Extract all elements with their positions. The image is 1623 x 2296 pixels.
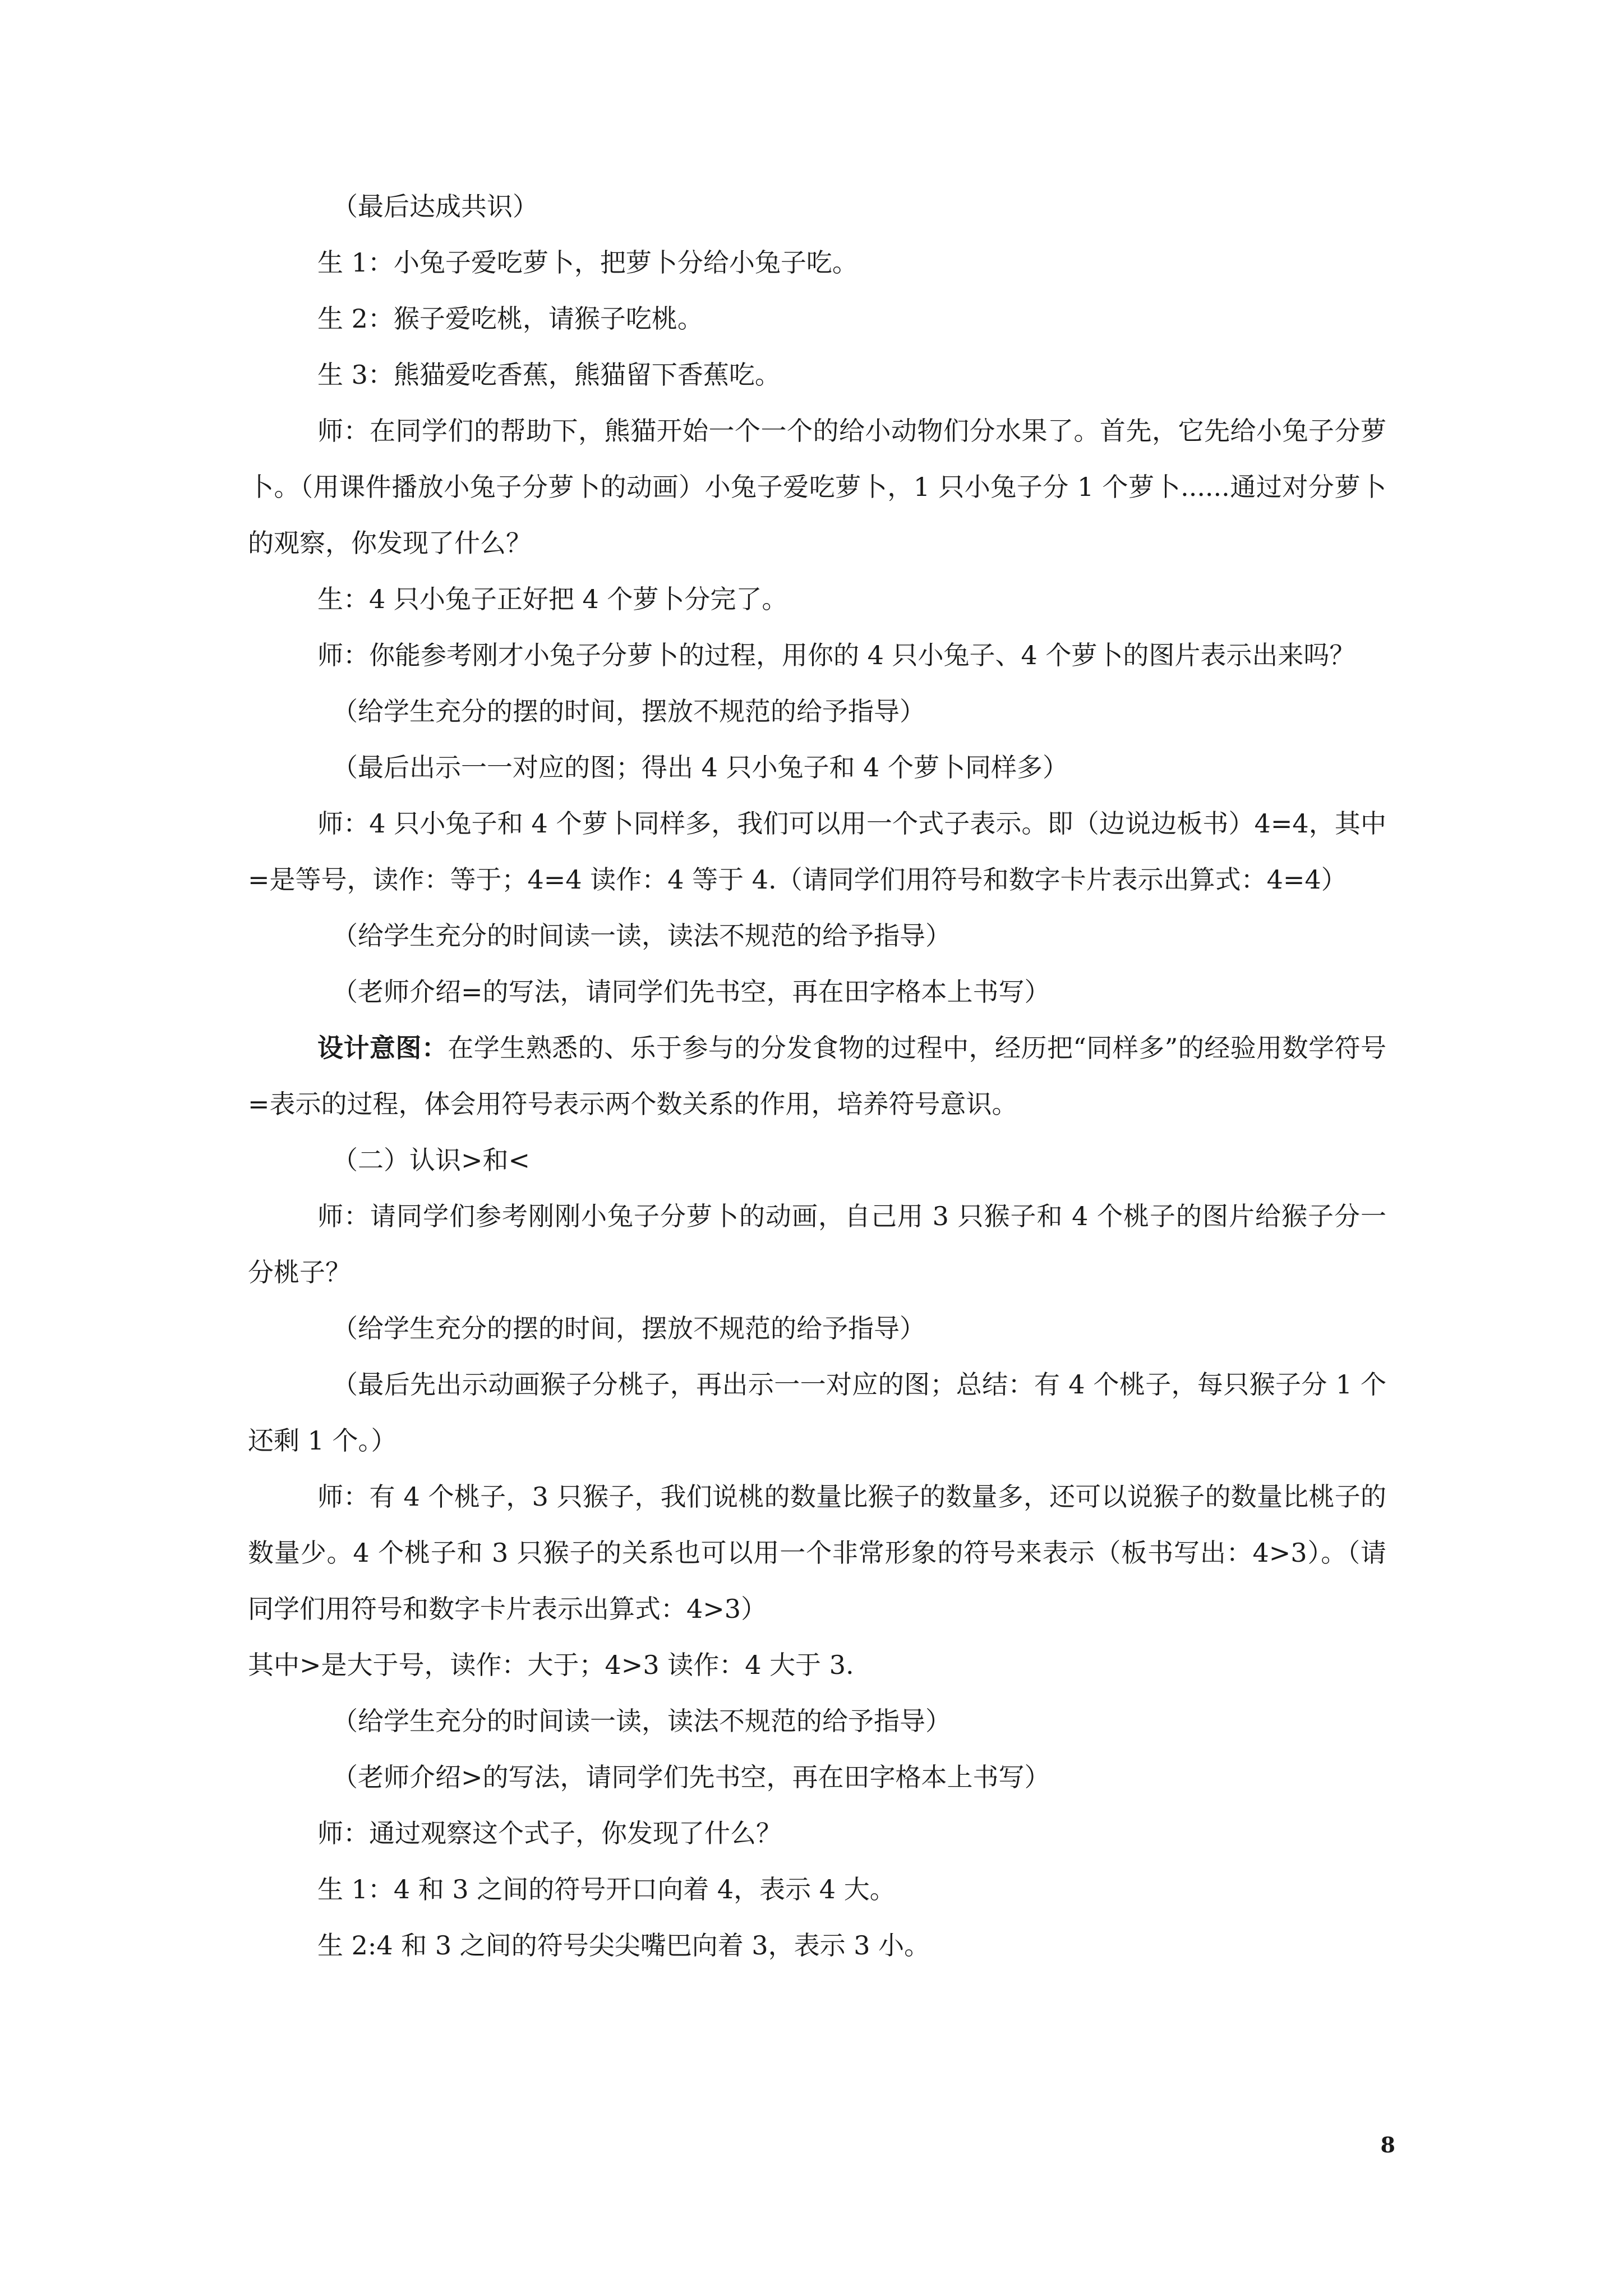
paragraph-text: （老师介绍>的写法，请同学们先书空，再在田字格本上书写） (332, 1762, 1050, 1792)
paragraph (248, 1132, 1386, 1188)
paragraph-text: 生 2:4 和 3 之间的符号尖尖嘴巴向着 3，表示 3 小。 (317, 1930, 930, 1961)
paragraph (248, 1300, 1386, 1356)
paragraph-text: （老师介绍=的写法，请同学们先书空，再在田字格本上书写） (332, 977, 1050, 1007)
paragraph-text: 生 2：猴子爱吃桃，请猴子吃桃。 (317, 303, 703, 334)
paragraph-text: （给学生充分的时间读一读，读法不规范的给予指导） (332, 921, 951, 951)
paragraph-text: （最后出示一一对应的图；得出 4 只小兔子和 4 个萝卜同样多） (332, 752, 1069, 783)
paragraph-text: 生 3：熊猫爱吃香蕉，熊猫留下香蕉吃。 (317, 360, 781, 390)
paragraph (248, 908, 1386, 964)
paragraph (248, 739, 1386, 795)
paragraph (248, 683, 1386, 739)
paragraph (248, 178, 1386, 234)
paragraph (248, 1917, 1386, 1973)
paragraph (248, 1637, 1386, 1693)
paragraph (248, 1469, 1386, 1637)
paragraph-text: 生 1：4 和 3 之间的符号开口向着 4，表示 4 大。 (317, 1874, 896, 1904)
paragraph-text: 其中>是大于号，读作：大于；4>3 读作：4 大于 3. (248, 1650, 854, 1680)
paragraph-text: （给学生充分的摆的时间，摆放不规范的给予指导） (332, 1313, 925, 1343)
paragraph (248, 234, 1386, 291)
paragraph-text: 师：4 只小兔子和 4 个萝卜同样多，我们可以用一个式子表示。即（边说边板书）4=4，其中=是等号，读作：等于；4=4 读作：4 等于 4.（请同学们用符号和数字卡片表示出算式：4=4） (248, 808, 1386, 895)
paragraph (248, 964, 1386, 1020)
paragraph (248, 627, 1386, 683)
body-text (248, 178, 1386, 1973)
paragraph-text: （最后先出示动画猴子分桃子，再出示一一对应的图；总结：有 4 个桃子，每只猴子分 1 个还剩 1 个。） (248, 1369, 1386, 1456)
paragraph-text: （给学生充分的时间读一读，读法不规范的给予指导） (332, 1706, 951, 1736)
paragraph-text: 师：有 4 个桃子，3 只猴子，我们说桃的数量比猴子的数量多，还可以说猴子的数量比桃子的数量少。4 个桃子和 3 只猴子的关系也可以用一个非常形象的符号来表示（板书写出：4>3）。（请同学们用符号和数字卡片表示出算式：4>3） (248, 1481, 1386, 1624)
paragraph-text: （给学生充分的摆的时间，摆放不规范的给予指导） (332, 696, 925, 726)
paragraph-text: （二）认识>和< (332, 1145, 531, 1175)
paragraph (248, 795, 1386, 908)
paragraph (248, 571, 1386, 627)
paragraph-text: 师：通过观察这个式子，你发现了什么？ (317, 1818, 782, 1848)
paragraph (248, 1805, 1386, 1861)
paragraph (248, 1188, 1386, 1300)
paragraph (248, 1749, 1386, 1805)
paragraph (248, 403, 1386, 571)
paragraph (248, 347, 1386, 403)
paragraph-text: 生：4 只小兔子正好把 4 个萝卜分完了。 (317, 584, 788, 614)
paragraph-text: （最后达成共识） (332, 191, 538, 222)
paragraph-text: 在学生熟悉的、乐于参与的分发食物的过程中，经历把“同样多”的经验用数学符号=表示的过程，体会用符号表示两个数关系的作用，培养符号意识。 (248, 1033, 1386, 1119)
paragraph (248, 1356, 1386, 1469)
paragraph-text: 师：请同学们参考刚刚小兔子分萝卜的动画，自己用 3 只猴子和 4 个桃子的图片给猴子分一分桃子？ (248, 1201, 1386, 1287)
page-number: 8 (1380, 2132, 1395, 2157)
paragraph (248, 1020, 1386, 1132)
paragraph (248, 291, 1386, 347)
paragraph-text: 师：你能参考刚才小兔子分萝卜的过程，用你的 4 只小兔子、4 个萝卜的图片表示出来吗？ (317, 640, 1355, 670)
design-intent-label: 设计意图： (317, 1033, 448, 1063)
paragraph (248, 1861, 1386, 1917)
paragraph-text: 生 1：小兔子爱吃萝卜，把萝卜分给小兔子吃。 (317, 247, 858, 278)
paragraph (248, 1693, 1386, 1749)
paragraph-text: 师：在同学们的帮助下，熊猫开始一个一个的给小动物们分水果了。首先，它先给小兔子分萝卜。（用课件播放小兔子分萝卜的动画）小兔子爱吃萝卜，1 只小兔子分 1 个萝卜......通过对分萝卜的观察，你发现了什么？ (248, 416, 1386, 558)
